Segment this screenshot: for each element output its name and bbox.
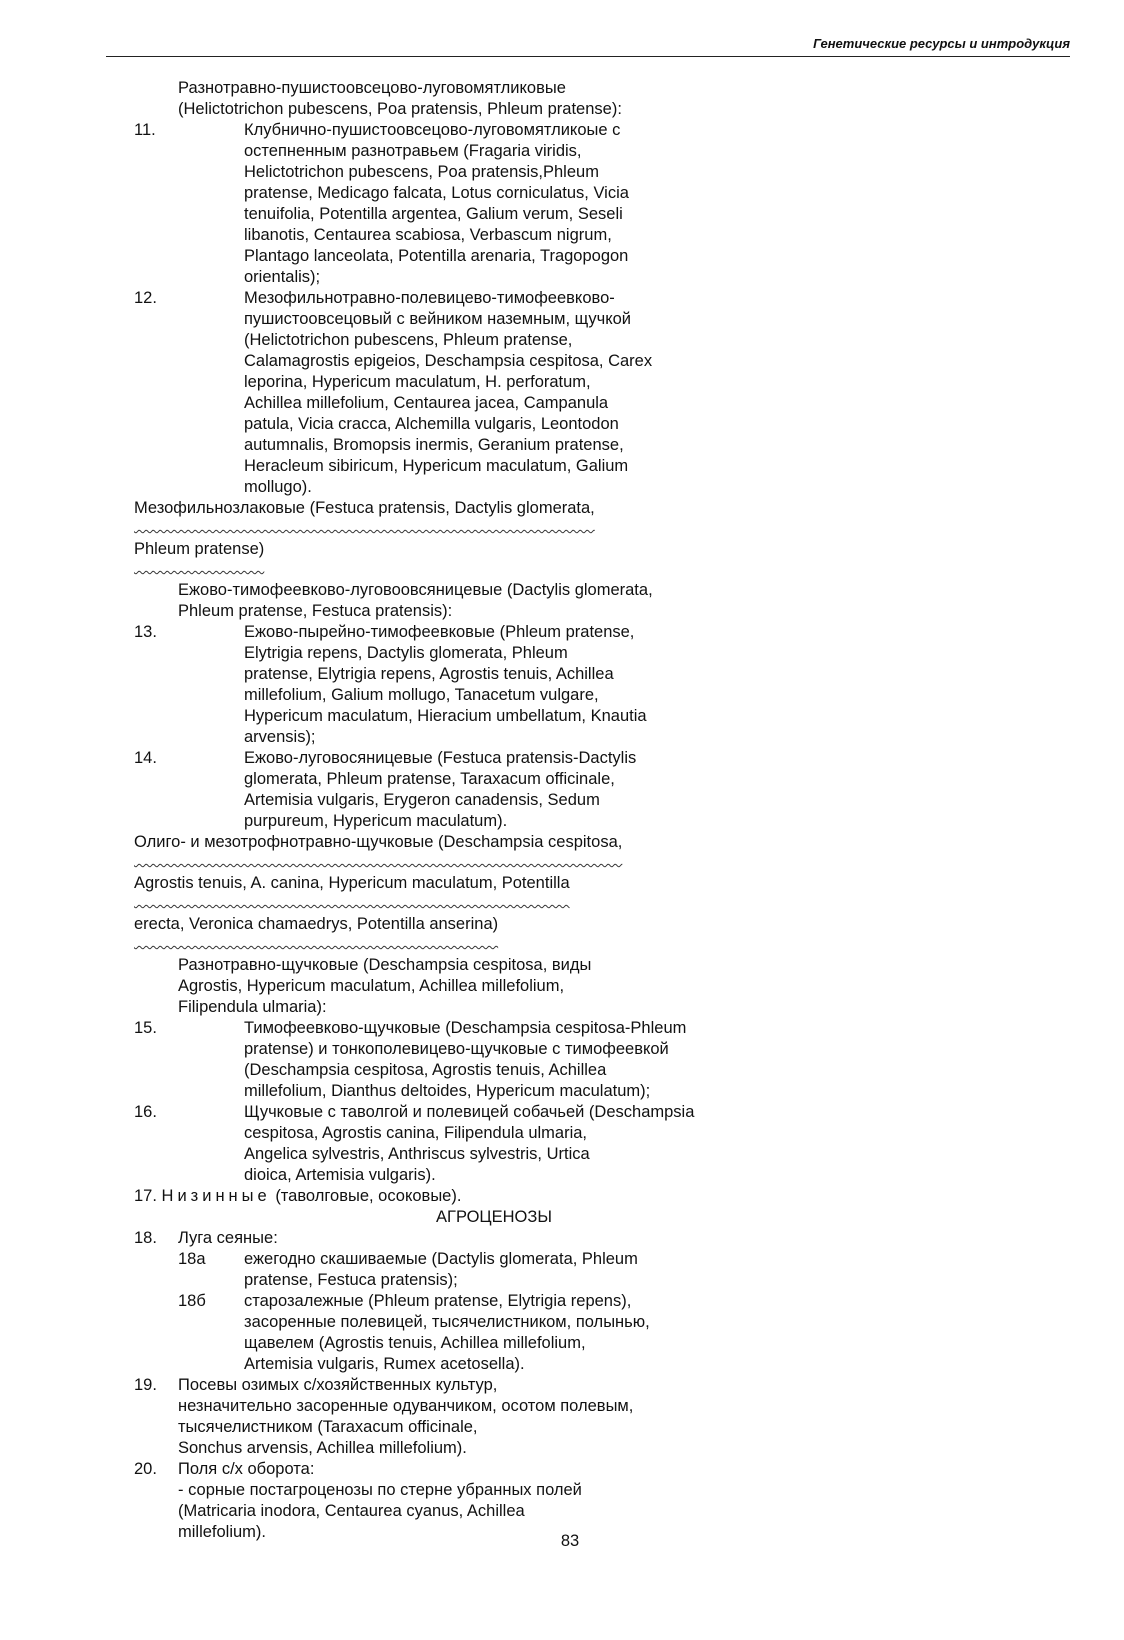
section-heading-oligo-mesotrophic bbox=[134, 832, 854, 955]
section-line: erecta, Veronica chamaedrys, Potentilla anserina) bbox=[134, 915, 499, 933]
group-header-1 bbox=[134, 78, 854, 120]
text-line: orientalis); bbox=[244, 268, 321, 286]
text-line: purpureum, Hypericum maculatum). bbox=[244, 812, 508, 830]
text-line: Тимофеевково-щучковые (Deschampsia cespitosa-Phleum bbox=[244, 1019, 687, 1037]
text-line: Artemisia vulgaris, Rumex acetosella). bbox=[244, 1355, 525, 1373]
text-line: Клубнично-пушистоовсецово-луговомятликоые с bbox=[244, 121, 621, 139]
item-body bbox=[244, 1018, 854, 1102]
item-body bbox=[244, 120, 854, 288]
text-line: пушистоовсецовый с вейником наземным, щучкой bbox=[244, 310, 632, 328]
text-line: (Deschampsia cespitosa, Agrostis tenuis, Achillea bbox=[244, 1061, 607, 1079]
item-number: 12. bbox=[134, 289, 157, 307]
text-line: Plantago lanceolata, Potentilla arenaria, Tragopogon bbox=[244, 247, 629, 265]
item-number: 19. bbox=[134, 1376, 157, 1394]
text-line: pratense, Medicago falcata, Lotus corniculatus, Vicia bbox=[244, 184, 629, 202]
text-line: mollugo). bbox=[244, 478, 312, 496]
text-line: (Matricaria inodora, Centaurea cyanus, Achillea bbox=[178, 1502, 525, 1520]
item-number: 17. bbox=[134, 1187, 157, 1205]
text-line: - сорные постагроценозы по стерне убранных полей bbox=[178, 1481, 582, 1499]
item-body bbox=[244, 1102, 854, 1186]
item-number: 18а bbox=[178, 1250, 206, 1268]
list-item-18b bbox=[134, 1291, 854, 1375]
text-line: glomerata, Phleum pratense, Taraxacum officinale, bbox=[244, 770, 615, 788]
item-number: 18б bbox=[178, 1292, 206, 1310]
text-line: leporina, Hypericum maculatum, H. perforatum, bbox=[244, 373, 591, 391]
page-number: 83 bbox=[560, 1532, 580, 1550]
group-header-2 bbox=[134, 580, 854, 622]
text-line: Sonchus arvensis, Achillea millefolium). bbox=[178, 1439, 467, 1457]
text-line: ежегодно скашиваемые (Dactylis glomerata, Phleum bbox=[244, 1250, 638, 1268]
text-line: Helictotrichon pubescens, Poa pratensis,Phleum bbox=[244, 163, 599, 181]
text-line: cespitosa, Agrostis canina, Filipendula ulmaria, bbox=[244, 1124, 588, 1142]
item-number: 11. bbox=[134, 121, 156, 139]
list-item-13 bbox=[134, 622, 854, 748]
text-line: (Helictotrichon pubescens, Phleum pratense, bbox=[244, 331, 573, 349]
list-item-18 bbox=[134, 1228, 854, 1249]
group-header-3 bbox=[134, 955, 854, 1018]
text-line: (Helictotrichon pubescens, Poa pratensis, Phleum pratense): bbox=[178, 100, 622, 118]
item-number: 14. bbox=[134, 749, 157, 767]
text-line: Phleum pratense, Festuca pratensis): bbox=[178, 602, 453, 620]
text-line: Filipendula ulmaria): bbox=[178, 998, 327, 1016]
list-item-11 bbox=[134, 120, 854, 288]
text-line: millefolium, Galium mollugo, Tanacetum vulgare, bbox=[244, 686, 599, 704]
text-line: Calamagrostis epigeios, Deschampsia cespitosa, Carex bbox=[244, 352, 653, 370]
item-text: Поля с/х оборота: bbox=[178, 1460, 315, 1478]
text-line: autumnalis, Bromopsis inermis, Geranium pratense, bbox=[244, 436, 624, 454]
text-line: millefolium, Dianthus deltoides, Hypericum maculatum); bbox=[244, 1082, 651, 1100]
text-line: pratense) и тонкополевицево-щучковые с тимофеевкой bbox=[244, 1040, 669, 1058]
text-line: Heracleum sibiricum, Hypericum maculatum, Galium bbox=[244, 457, 629, 475]
list-item-14 bbox=[134, 748, 854, 832]
text-line: Разнотравно-пушистоовсецово-луговомятликовые bbox=[178, 79, 566, 97]
text-line: Hypericum maculatum, Hieracium umbellatum, Knautia bbox=[244, 707, 647, 725]
item-body bbox=[244, 622, 854, 748]
list-item-12 bbox=[134, 288, 854, 498]
item-number: 16. bbox=[134, 1103, 157, 1121]
item-body bbox=[244, 1249, 638, 1291]
item-text: Луга сеяные: bbox=[178, 1229, 278, 1247]
agrocenoses-heading: АГРОЦЕНОЗЫ bbox=[436, 1208, 552, 1226]
list-item-17 bbox=[134, 1186, 854, 1207]
item-body bbox=[244, 1291, 650, 1375]
item-number: 18. bbox=[134, 1229, 157, 1247]
text-line: щавелем (Agrostis tenuis, Achillea millefolium, bbox=[244, 1334, 586, 1352]
text-line: старозалежные (Phleum pratense, Elytrigia repens), bbox=[244, 1292, 632, 1310]
item-number: 13. bbox=[134, 623, 157, 641]
text-line: остепненным разнотравьем (Fragaria viridis, bbox=[244, 142, 582, 160]
spaced-term: Низинные bbox=[161, 1187, 271, 1205]
item-body bbox=[244, 288, 854, 498]
list-item-20 bbox=[134, 1459, 854, 1543]
text-line: Artemisia vulgaris, Erygeron canadensis, Sedum bbox=[244, 791, 600, 809]
text-line: Elytrigia repens, Dactylis glomerata, Phleum bbox=[244, 644, 568, 662]
text-line: Achillea millefolium, Centaurea jacea, Campanula bbox=[244, 394, 609, 412]
text-line: arvensis); bbox=[244, 728, 316, 746]
list-item-15 bbox=[134, 1018, 854, 1102]
section-line: Agrostis tenuis, A. canina, Hypericum maculatum, Potentilla bbox=[134, 874, 570, 892]
section-line: Phleum pratense) bbox=[134, 540, 265, 558]
text-line: dioica, Artemisia vulgaris). bbox=[244, 1166, 436, 1184]
section-line: Мезофильнозлаковые (Festuca pratensis, Dactylis glomerata, bbox=[134, 499, 595, 517]
list-item-18a bbox=[134, 1249, 854, 1291]
text-line: Мезофильнотравно-полевицево-тимофеевково- bbox=[244, 289, 615, 307]
text-line: patula, Vicia cracca, Alchemilla vulgaris, Leontodon bbox=[244, 415, 619, 433]
item-number: 20. bbox=[134, 1460, 157, 1478]
text-line: libanotis, Centaurea scabiosa, Verbascum nigrum, bbox=[244, 226, 612, 244]
item-number: 15. bbox=[134, 1019, 157, 1037]
text-line: Разнотравно-щучковые (Deschampsia cespitosa, виды bbox=[178, 956, 592, 974]
text-line: millefolium). bbox=[178, 1523, 267, 1541]
section-line: Олиго- и мезотрофнотравно-щучковые (Deschampsia cespitosa, bbox=[134, 833, 623, 851]
text-line: Angelica sylvestris, Anthriscus sylvestris, Urtica bbox=[244, 1145, 590, 1163]
text-line: pratense, Elytrigia repens, Agrostis tenuis, Achillea bbox=[244, 665, 614, 683]
text-line: тысячелистником (Taraxacum officinale, bbox=[178, 1418, 478, 1436]
item-text: (таволговые, осоковые). bbox=[275, 1187, 462, 1205]
text-line: Agrostis, Hypericum maculatum, Achillea millefolium, bbox=[178, 977, 565, 995]
text-line: Ежово-тимофеевково-луговоовсяницевые (Dactylis glomerata, bbox=[178, 581, 653, 599]
text-line: Щучковые с таволгой и полевицей собачьей (Deschampsia bbox=[244, 1103, 695, 1121]
item-text: Посевы озимых с/хозяйственных культур, bbox=[178, 1376, 498, 1394]
text-line: незначительно засоренные одуванчиком, осотом полевым, bbox=[178, 1397, 634, 1415]
text-line: Ежово-пырейно-тимофеевковые (Phleum pratense, bbox=[244, 623, 635, 641]
header-rule bbox=[106, 56, 1070, 57]
text-line: засоренные полевицей, тысячелистником, полынью, bbox=[244, 1313, 650, 1331]
text-line: pratense, Festuca pratensis); bbox=[244, 1271, 458, 1289]
list-item-16 bbox=[134, 1102, 854, 1186]
running-head: Генетические ресурсы и интродукция bbox=[813, 36, 1070, 51]
text-line: tenuifolia, Potentilla argentea, Galium verum, Seseli bbox=[244, 205, 623, 223]
section-heading-mesophytic-grasses bbox=[134, 498, 854, 580]
text-line: Ежово-луговосяницевые (Festuca pratensis-Dactylis bbox=[244, 749, 637, 767]
page-content bbox=[134, 78, 854, 1543]
list-item-19 bbox=[134, 1375, 854, 1459]
item-body bbox=[244, 748, 854, 832]
